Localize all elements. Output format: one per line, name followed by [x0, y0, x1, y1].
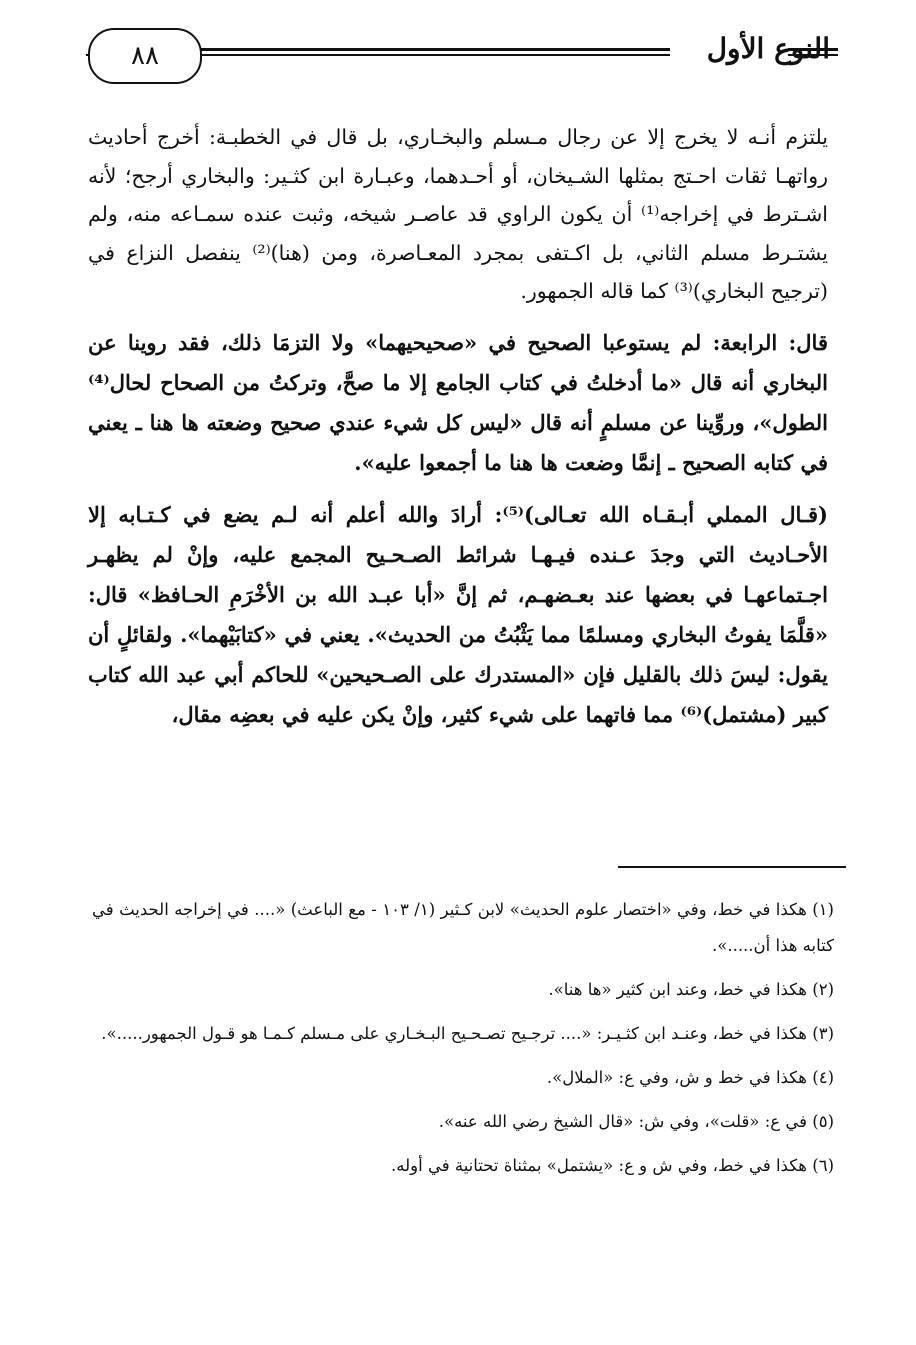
paragraph: يلتزم أنـه لا يخرج إلا عن رجال مـسلم والبخـاري، بل قال في الخطبـة: أخرج أحاديث رواتهـا ثقات احـتج بمثلها الشـيخان، أو أحـدهما، وعبـارة ابن كثـير: والبخاري أرجح؛ لأنه اشـترط في إخراجه⁽¹⁾ أن يكون الراوي قد عاصـر شيخه، وثبت عنده سمـاعه منه، ولم يشتـرط مسلم الثاني، بل اكـتفى بمجرد المعـاصرة، ومن (هنا)⁽²⁾ ينفصل النزاع في (ترجيح البخاري)⁽³⁾ كما قاله الجمهور. — [88, 125, 829, 303]
paragraph: قال: الرابعة: لم يستوعبا الصحيح في «صحيحيهما» ولا التزمَا ذلك، فقد روينا عن البخاري أنه قال «ما أدخلتُ في كتاب الجامع إلا ما صحَّ، وتركتُ من الصحاح لحال⁽⁴⁾ الطول»، وروِّينا عن مسلمٍ أنه قال «ليس كل شيء عندي صحيح وضعته ها هنا ـ يعني في كتابه الصحيح ـ إنمَّا وضعت ها هنا ما أجمعوا عليه». — [88, 329, 828, 475]
footnote: (٣) هكذا في خط، وعنـد ابن كثـيـر: «.... ترجـيح تصـحـيح البـخـاري على مـسلم كـمـا هو قـول الجمهور.....». — [101, 1024, 834, 1043]
main-text — [88, 118, 828, 735]
paragraph: (قـال المملي أبـقـاه الله تعـالى)⁽⁵⁾: أرادَ والله أعلم أنه لـم يضع في كـتـابه إلا الأحـاديث التي وجدَ عـنده فيـهـا شرائط الصـحـيح المجمع عليه، وإنْ لم يظهـر اجـتماعهـا في بعضها عند بعـضهـم، ثم إنَّ «أبا عبـد الله بن الأخْرَمِ الحـافظ» قال: «قلَّمَا يفوتُ البخاري ومسلمًا مما يَثْبُتُ من الحديث». يعني في «كتابَيْهما». ولقائلٍ أن يقول: ليسَ ذلك بالقليل فإن «المستدرك على الصـحيحين» للحاكم أبي عبد الله كتاب كبير (مشتمل)⁽⁶⁾ مما فاتهما على شيء كثير، وإنْ يكن عليه في بعضِه مقال، — [88, 501, 828, 727]
header-rule-bottom — [200, 54, 670, 56]
footnote: (٢) هكذا في خط، وعند ابن كثير «ها هنا». — [548, 980, 834, 999]
page-header — [88, 28, 838, 92]
page-number: ٨٨ — [88, 28, 202, 84]
footnote-separator — [618, 866, 846, 868]
footnote: (٦) هكذا في خط، وفي ش و ع: «يشتمل» بمثناة تحتانية في أوله. — [391, 1156, 834, 1175]
footnote: (١) هكذا في خط، وفي «اختصار علوم الحديث» لابن كـثير (١/ ١٠٣ - مع الباعث) «.... في إخراجه الحديث في كتابه هذا أن.....». — [92, 900, 834, 955]
footnote: (٥) في ع: «قلت»، وفي ش: «قال الشيخ رضي الله عنه». — [438, 1112, 834, 1131]
running-title: النوع الأول — [706, 32, 830, 65]
footnote: (٤) هكذا في خط و ش، وفي ع: «الملال». — [546, 1068, 834, 1087]
footnotes — [92, 892, 834, 1184]
header-rule-top — [200, 48, 670, 51]
